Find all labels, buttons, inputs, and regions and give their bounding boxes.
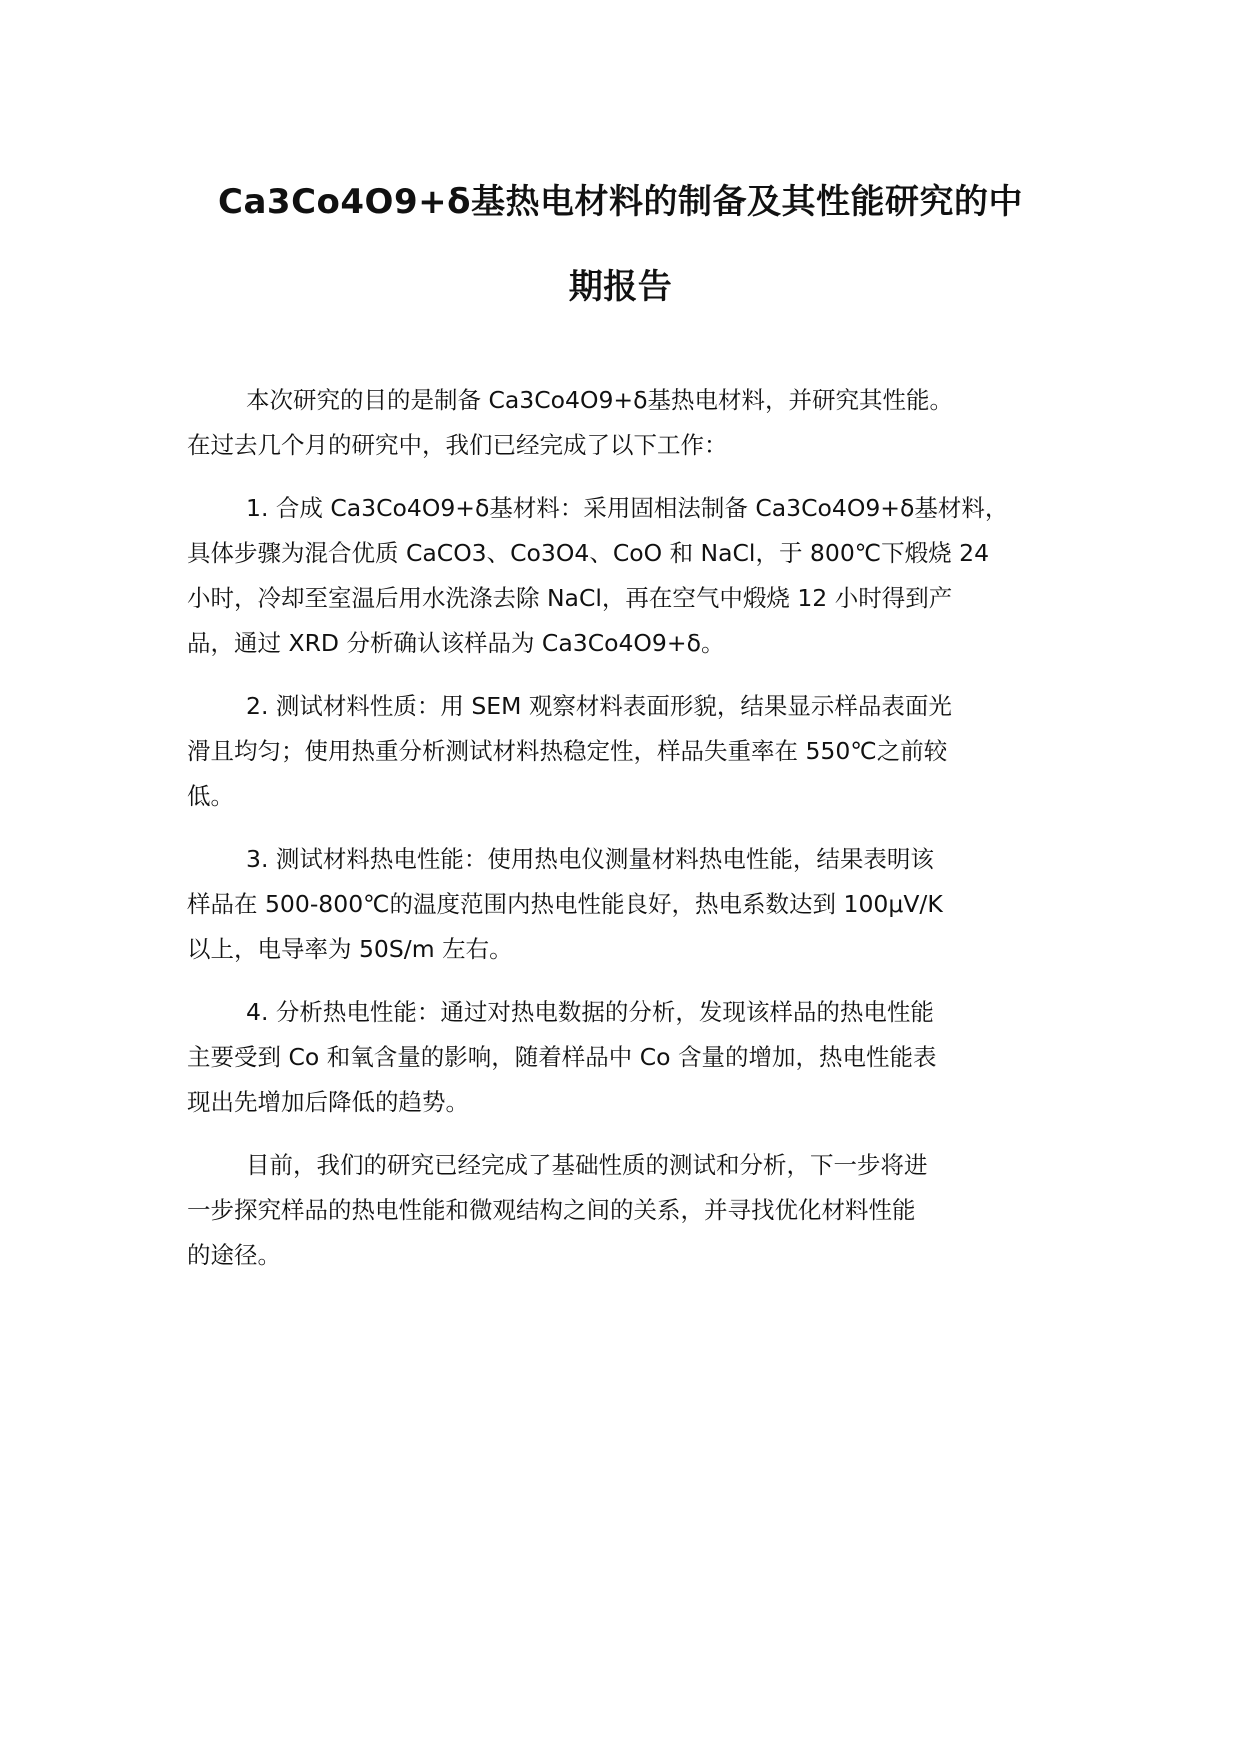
text-line: 主要受到 Co 和氧含量的影响，随着样品中 Co 含量的增加，热电性能表 xyxy=(187,1043,937,1071)
text-line: 具体步骤为混合优质 CaCO3、Co3O4、CoO 和 NaCl，于 800℃下煅烧 24 xyxy=(187,539,990,567)
text-line: 的途径。 xyxy=(187,1241,281,1269)
text-line: 一步探究样品的热电性能和微观结构之间的关系，并寻找优化材料性能 xyxy=(187,1196,916,1224)
text-line: 2. 测试材料性质：用 SEM 观察材料表面形貌，结果显示样品表面光 xyxy=(246,692,952,720)
text-line: 本次研究的目的是制备 Ca3Co4O9+δ基热电材料，并研究其性能。 xyxy=(246,386,953,414)
paragraph-item-3-thermoelectric-test xyxy=(187,837,1077,972)
text-line: 低。 xyxy=(187,782,234,810)
document-title-line-2: 期报告 xyxy=(568,267,673,307)
text-line: 以上，电导率为 50S/m 左右。 xyxy=(187,935,513,963)
document-title-line-1: Ca3Co4O9+δ基热电材料的制备及其性能研究的中 xyxy=(218,182,1023,222)
text-line: 样品在 500-800℃的温度范围内热电性能良好，热电系数达到 100μV/K xyxy=(187,890,943,918)
document-body xyxy=(187,378,1077,1296)
text-line: 品，通过 XRD 分析确认该样品为 Ca3Co4O9+δ。 xyxy=(187,629,725,657)
text-line: 滑且均匀；使用热重分析测试材料热稳定性，样品失重率在 550℃之前较 xyxy=(187,737,948,765)
text-line: 在过去几个月的研究中，我们已经完成了以下工作： xyxy=(187,431,728,459)
text-line: 4. 分析热电性能：通过对热电数据的分析，发现该样品的热电性能 xyxy=(246,998,934,1026)
text-line: 目前，我们的研究已经完成了基础性质的测试和分析，下一步将进 xyxy=(246,1151,928,1179)
text-line: 1. 合成 Ca3Co4O9+δ基材料：采用固相法制备 Ca3Co4O9+δ基材料， xyxy=(246,494,1009,522)
text-line: 3. 测试材料热电性能：使用热电仪测量材料热电性能，结果表明该 xyxy=(246,845,934,873)
paragraph-item-4-analysis xyxy=(187,990,1077,1125)
paragraph-conclusion xyxy=(187,1143,1077,1278)
paragraph-intro xyxy=(187,378,1077,468)
paragraph-item-2-properties xyxy=(187,684,1077,819)
text-line: 小时，冷却至室温后用水洗涤去除 NaCl，再在空气中煅烧 12 小时得到产 xyxy=(187,584,953,612)
text-line: 现出先增加后降低的趋势。 xyxy=(187,1088,469,1116)
paragraph-item-1-synthesis xyxy=(187,486,1077,666)
